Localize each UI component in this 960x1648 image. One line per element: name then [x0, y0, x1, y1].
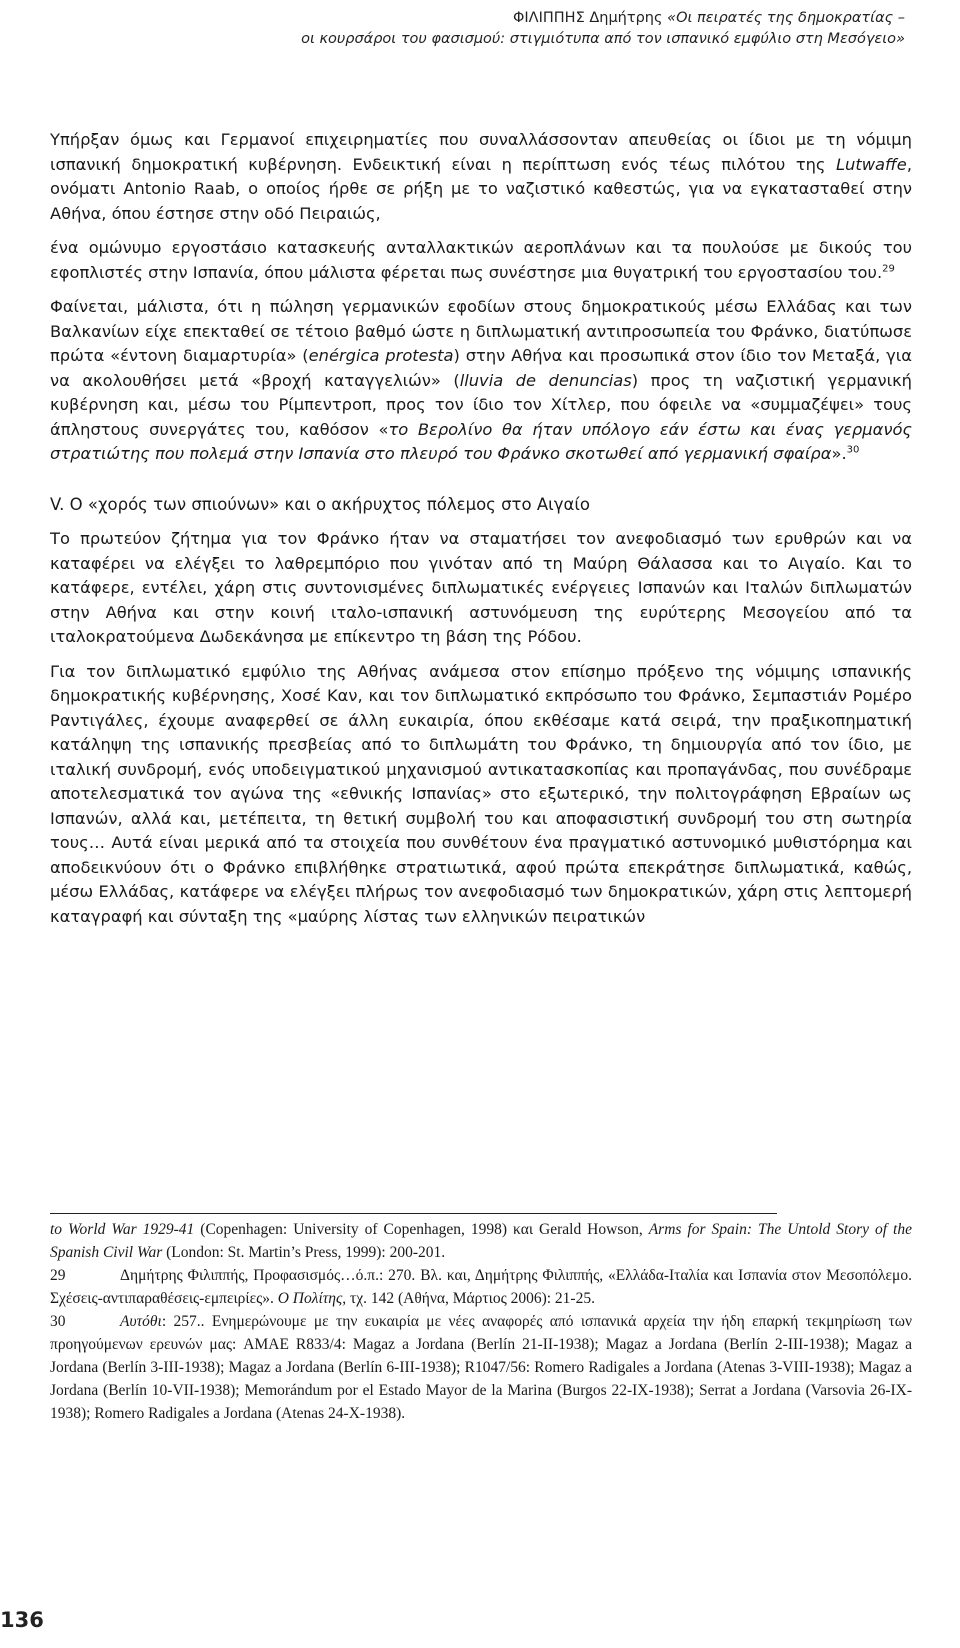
- footnote-divider: [50, 1213, 777, 1214]
- main-body-text: [50, 128, 912, 939]
- header-line-1: [105, 8, 905, 29]
- fn-cont-text-d: (London: St. Martin’s Press, 1999): 200-201.: [162, 1244, 446, 1261]
- p2-italic-quote: το Βερολίνο θα ήταν υπόλογο εάν έστω και ένας γερμανός στρατιώτης που πολεμά στην Ισπανία στο πλευρό του Φράνκο σκοτωθεί από γερμανική σφαίρα: [50, 419, 912, 463]
- p2-text-c: ) στην Αθήνα και προσωπικά στον ίδιο τον Μεταξά, για να ακολουθήσει μετά «βροχή καταγγελιών» (: [50, 346, 912, 390]
- section-heading: V. Ο «χορός των σπιούνων» και ο ακήρυχτος πόλεμος στο Αιγαίο: [50, 494, 591, 514]
- paragraph-1-continued: [50, 236, 912, 285]
- fn-cont-italic-a: to World War 1929-41: [50, 1221, 195, 1238]
- header-title-part-2: οι κουρσάροι του φασισμού: στιγμιότυπα από τον ισπανικό εμφύλιο στη Μεσόγειο»: [301, 31, 905, 47]
- fn29-text-c: , τχ. 142 (Αθήνα, Μάρτιος 2006): 21-25.: [342, 1290, 595, 1307]
- paragraph-4: Για τον διπλωματικό εμφύλιο της Αθήνας ανάμεσα στον επίσημο πρόξενο της νόμιμης ισπανικής δημοκρατικής κυβέρνησης, Χοσέ Καν, και τον διπλωματικό εκπρόσωπο του Φράνκο, Σεμπαστιάν Ρομέρο Ραντιγάλες, έχουμε αναφερθεί σε άλλη ευκαιρία, όπου εκθέσαμε κατά σειρά, την πραξικοπηματική κατάληψη της ισπανικής πρεσβείας από το διπλωμάτη του Φράνκο, τη δημιουργία από τον ίδιο, με ιταλική συνδρομή, ενός υποδειγματικού μηχανισμού αντικατασκοπίας και προπαγάνδας, που συνέδραμε αποτελεσματικά τον αγώνα της «εθνικής Ισπανίας» στο εξωτερικό, την πολιτογράφηση Εβραίων ως Ισπανών, αλλά και, μετέπειτα, τη θετική συμβολή του και αποφασιστική συνδρομή του στη σωτηρία τους… Αυτά είναι μερικά από τα στοιχεία που συνθέτουν ένα πραγματικό αστυνομικό μυθιστόρημα και αποδεικνύουν ότι ο Φράνκο επιβλήθηκε στρατιωτικά, αφού πρώτα επεκράτησε διπλωματικά, καθώς, μέσω Ελλάδας, κατάφερε να ελέγξει πλήρως τον ανεφοδιασμό των δημοκρατικών, χάρη στις λεπτομερή καταγραφή και σύνταξη της «μαύρης λίστας των ελληνικών πειρατικών: [50, 661, 912, 926]
- paragraph-1: [50, 128, 912, 226]
- fn30-italic-a: Αυτόθι: [120, 1313, 162, 1330]
- paragraph-2: [50, 295, 912, 467]
- fn-cont-italic-c: Arms for Spain: The Untold Story of the Spanish Civil War: [50, 1221, 912, 1261]
- page-number: 136: [0, 1608, 44, 1632]
- footnote-continued: [50, 1218, 912, 1264]
- p2-text-a: Φαίνεται, μάλιστα, ότι η πώληση γερμανικών εφοδίων στους δημοκρατικούς μέσω Ελλάδας και των Βαλκανίων είχε επεκταθεί σε τέτοιο βαθμό ώστε η διπλωματική αντιπροσωπεία του Φράνκο, διατύπωσε πρώτα «έντονη διαμαρτυρία» (: [50, 297, 912, 365]
- p2-italic-denuncias: lluvia de denuncias: [459, 370, 632, 390]
- footnote-30: [50, 1310, 912, 1425]
- footnote-29-number: 29: [50, 1267, 66, 1284]
- footnote-29: [50, 1264, 912, 1310]
- footnote-ref-30: 30: [846, 444, 860, 456]
- header-author: ΦΙΛΙΠΠΗΣ Δημήτρης: [512, 10, 663, 26]
- fn29-italic-b: Ο Πολίτης: [277, 1290, 343, 1307]
- p1-text-c: , ονόματι Antonio Raab, ο οποίος ήρθε σε ρήξη με το ναζιστικό καθεστώς, για να εγκατασταθεί στην Αθήνα, όπου έστησε στην οδό Πειραιώς,: [50, 154, 912, 223]
- p2-text-e: ) προς τη ναζιστική γερμανική κυβέρνηση και, μέσω του Ρίμπεντροπ, προς τον ίδιο τον Χίτλερ, που όφειλε να «συμμαζέψει» τους άπληστους συνεργάτες του, καθόσον «: [50, 370, 912, 439]
- running-header: [105, 8, 905, 50]
- fn-cont-text-b: (Copenhagen: University of Copenhagen, 1998) και Gerald Howson,: [194, 1221, 649, 1238]
- p1-italic-lutwaffe: Lutwaffe: [835, 154, 907, 174]
- p1-text-a: Υπήρξαν όμως και Γερμανοί επιχειρηματίες που συναλλάσσονταν απευθείας οι ίδιοι με τη νόμιμη ισπανική δημοκρατική κυβέρνηση. Ενδεικτική είναι η περίπτωση ενός τέως πιλότου της: [50, 130, 912, 174]
- paragraph-3: Το πρωτεύον ζήτημα για τον Φράνκο ήταν να σταματήσει τον ανεφοδιασμό των ερυθρών και να καταφέρει να ελέγξει το λαθρεμπόριο που γινόταν από τη Μαύρη Θάλασσα και το Αιγαίο. Και το κατάφερε, εντέλει, χάρη στις συντονισμένες διπλωματικές ενέργειες Ισπανών και Ιταλών διπλωματών στην Αθήνα και στην κοινή ιταλο-ισπανική αστυνόμευση της ευρύτερης Μεσογείου από τα ιταλοκρατούμενα Δωδεκάνησα με επίκεντρο τη βάση της Ρόδου.: [50, 529, 912, 646]
- p2-text-g: ».: [831, 444, 847, 463]
- footnote-ref-29: 29: [882, 263, 895, 275]
- p1-cont-text: ένα ομώνυμο εργοστάσιο κατασκευής ανταλλακτικών αεροπλάνων και τα πουλούσε με δικούς του εφοπλιστές στην Ισπανία, όπου μάλιστα φέρεται πως συνέστησε μια θυγατρική του εργοστασίου του.: [50, 238, 912, 282]
- p2-italic-protesta: enérgica protesta: [308, 346, 454, 365]
- header-title-part-1: «Οι πειρατές της δημοκρατίας –: [667, 10, 905, 26]
- fn29-text-a: Δημήτρης Φιλιππής, Προφασισμός…ό.π.: 270. Βλ. και, Δημήτρης Φιλιππής, «Ελλάδα-Ιταλία και Ισπανία στον Μεσοπόλεμο. Σχέσεις-αντιπαραθέσεις-εμπειρίες».: [50, 1267, 912, 1307]
- fn30-text-b: : 257.. Ενημερώνουμε με την ευκαιρία με νέες αναφορές από ισπανικά αρχεία την ήδη επαρκή τεκμηρίωση των προηγούμενων ερευνών μας: AMAE R833/4: Magaz a Jordana (Berlín 21-II-1938); Magaz a Jordana (Berlín 2-III-1938); Magaz a Jordana (Berlín 3-III-1938); Magaz a Jordana (Berlín 6-III-1938); R1047/56: Romero Radigales a Jordana (Atenas 3-VIII-1938); Magaz a Jordana (Berlín 10-VII-1938); Memorándum por el Estado Mayor de la Marina (Burgos 22-IX-1938); Serrat a Jordana (Varsovia 26-IX-1938); Romero Radigales a Jordana (Atenas 24-X-1938).: [50, 1313, 912, 1422]
- footnote-30-number: 30: [50, 1313, 66, 1330]
- footnotes: [50, 1218, 912, 1425]
